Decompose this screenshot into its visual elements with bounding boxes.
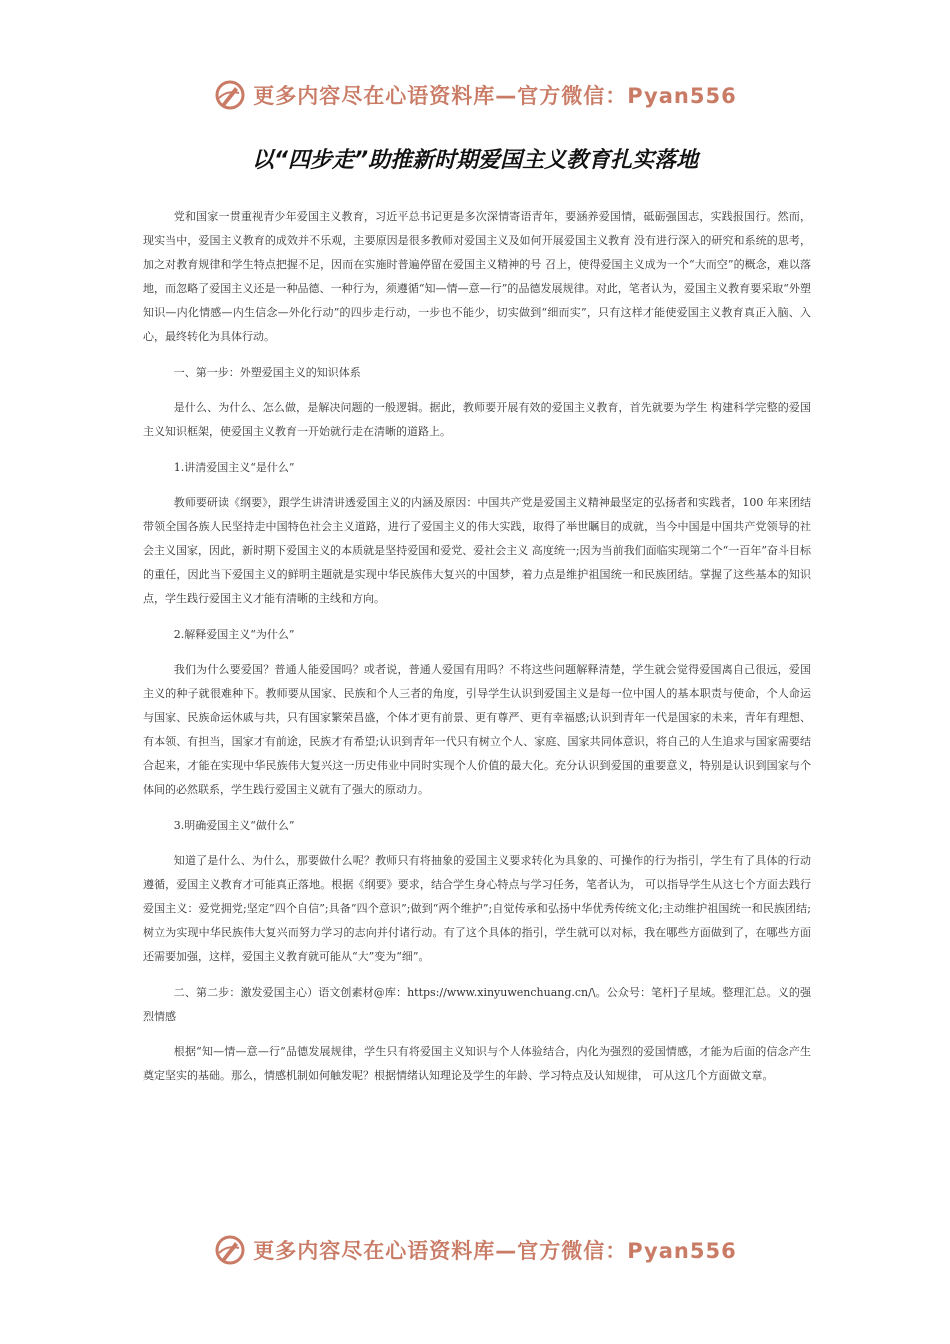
subsection-heading: 1.讲清爱国主义“是什么” — [173, 461, 295, 474]
banner-text: 更多内容尽在心语资料库—官方微信：Pyan556 — [253, 1239, 737, 1263]
banner-text: 更多内容尽在心语资料库—官方微信：Pyan556 — [253, 84, 737, 108]
paragraph: 教师要研读《纲要》，跟学生讲清讲透爱国主义的内涵及原因：中国共产党是爱国主义精神最坚定的弘扬者和实践者，100 年来团结带领全国各族人民坚持走中国特色社会主义道路，进行了爱国主义的伟大实践，取得了举世瞩目的成就，当今中国是中国共产党领导的社会主义国家，因此，新时期下爱国主义的本质就是坚持爱国和爱党、爱社会主义 高度统一;因为当前我们面临实现第二个“一百年”奋斗目标的重任，因此当下爱国主义的鲜明主题就是实现中华民族伟大复兴的中国梦，着力点是维护祖国统一和民族团结。掌握了这些基本的知识点，学生践行爱国主义才能有清晰的主线和方向。 — [143, 496, 811, 605]
document-body — [143, 205, 811, 1100]
paragraph: 我们为什么要爱国？普通人能爱国吗？或者说，普通人爱国有用吗？不将这些问题解释清楚，学生就会觉得爱国离自己很远，爱国主义的种子就很难种下。教师要从国家、民族和个人三者的角度，引导学生认识到爱国主义是每一位中国人的基本职责与使命，个人命运与国家、民族命运休戚与共，只有国家繁荣昌盛，个体才更有前景、更有尊严、更有幸福感;认识到青年一代是国家的未来，青年有理想、有本领、有担当，国家才有前途，民族才有希望;认识到青年一代只有树立个人、家庭、国家共同体意识，将自己的人生追求与国家需要结合起来，才能在实现中华民族伟大复兴这一历史伟业中同时实现个人价值的最大化。充分认识到爱国的重要意义，特别是认识到国家与个体间的必然联系，学生践行爱国主义就有了强大的原动力。 — [143, 663, 811, 796]
section-heading: 二、第二步：激发爱国主心）语文创素材@库：https://www.xinyuwenchuang.cn/\。公众号：笔杆]子星域。整理汇总。义的强烈情感 — [143, 986, 811, 1023]
top-banner — [0, 75, 950, 115]
paragraph: 是什么、为什么、怎么做，是解决问题的一般逻辑。据此，教师要开展有效的爱国主义教育，首先就要为学生 构建科学完整的爱国主义知识框架，使爱国主义教育一开始就行走在清晰的道路上。 — [143, 401, 811, 438]
section-heading: 一、第一步：外塑爱国主义的知识体系 — [173, 366, 361, 379]
paragraph: 根据“知—情—意—行”品德发展规律，学生只有将爱国主义知识与个人体验结合，内化为强烈的爱国情感，才能为后面的信念产生奠定坚实的基础。那么，情感机制如何触发呢？根据情绪认知理论及学生的年龄、学习特点及认知规律， 可从这几个方面做文章。 — [143, 1045, 811, 1082]
subsection-heading: 2.解释爱国主义“为什么” — [173, 628, 295, 641]
pen-swirl-logo-icon — [213, 78, 247, 112]
intro-paragraph: 党和国家一贯重视青少年爱国主义教育，习近平总书记更是多次深情寄语青年，要涵养爱国情，砥砺强国志，实践报国行。然而，现实当中，爱国主义教育的成效并不乐观，主要原因是很多教师对爱国主义及如何开展爱国主义教育 没有进行深入的研究和系统的思考，加之对教育规律和学生特点把握不足，因而在实施时普遍停留在爱国主义精神的号 召上，使得爱国主义成为一个“大而空”的概念，难以落地，而忽略了爱国主义还是一种品德、一种行为，须遵循“知—情—意—行”的品德发展规律。对此，笔者认为，爱国主义教育要采取“外塑知识—内化情感—内生信念—外化行动”的四步走行动，一步也不能少，切实做到“细而实”，只有这样才能使爱国主义教育真正入脑、入心，最终转化为具体行动。 — [143, 210, 811, 343]
subsection-heading: 3.明确爱国主义“做什么” — [173, 819, 295, 832]
pen-swirl-logo-icon — [213, 1233, 247, 1267]
document-title: 以“四步走”助推新时期爱国主义教育扎实落地 — [251, 148, 699, 173]
paragraph: 知道了是什么、为什么，那要做什么呢？教师只有将抽象的爱国主义要求转化为具象的、可操作的行为指引，学生有了具体的行动遵循，爱国主义教育才可能真正落地。根据《纲要》要求，结合学生身心特点与学习任务，笔者认为， 可以指导学生从这七个方面去践行爱国主义：爱党拥党;坚定“四个自信”;具备“四个意识”;做到“两个维护”;自觉传承和弘扬中华优秀传统文化;主动维护祖国统一和民族团结;树立为实现中华民族伟大复兴而努力学习的志向并付诸行动。有了这个具体的指引，学生就可以对标，我在哪些方面做到了，在哪些方面还需要加强，这样，爱国主义教育就可能从“大”变为“细”。 — [143, 854, 811, 963]
bottom-banner — [0, 1230, 950, 1270]
